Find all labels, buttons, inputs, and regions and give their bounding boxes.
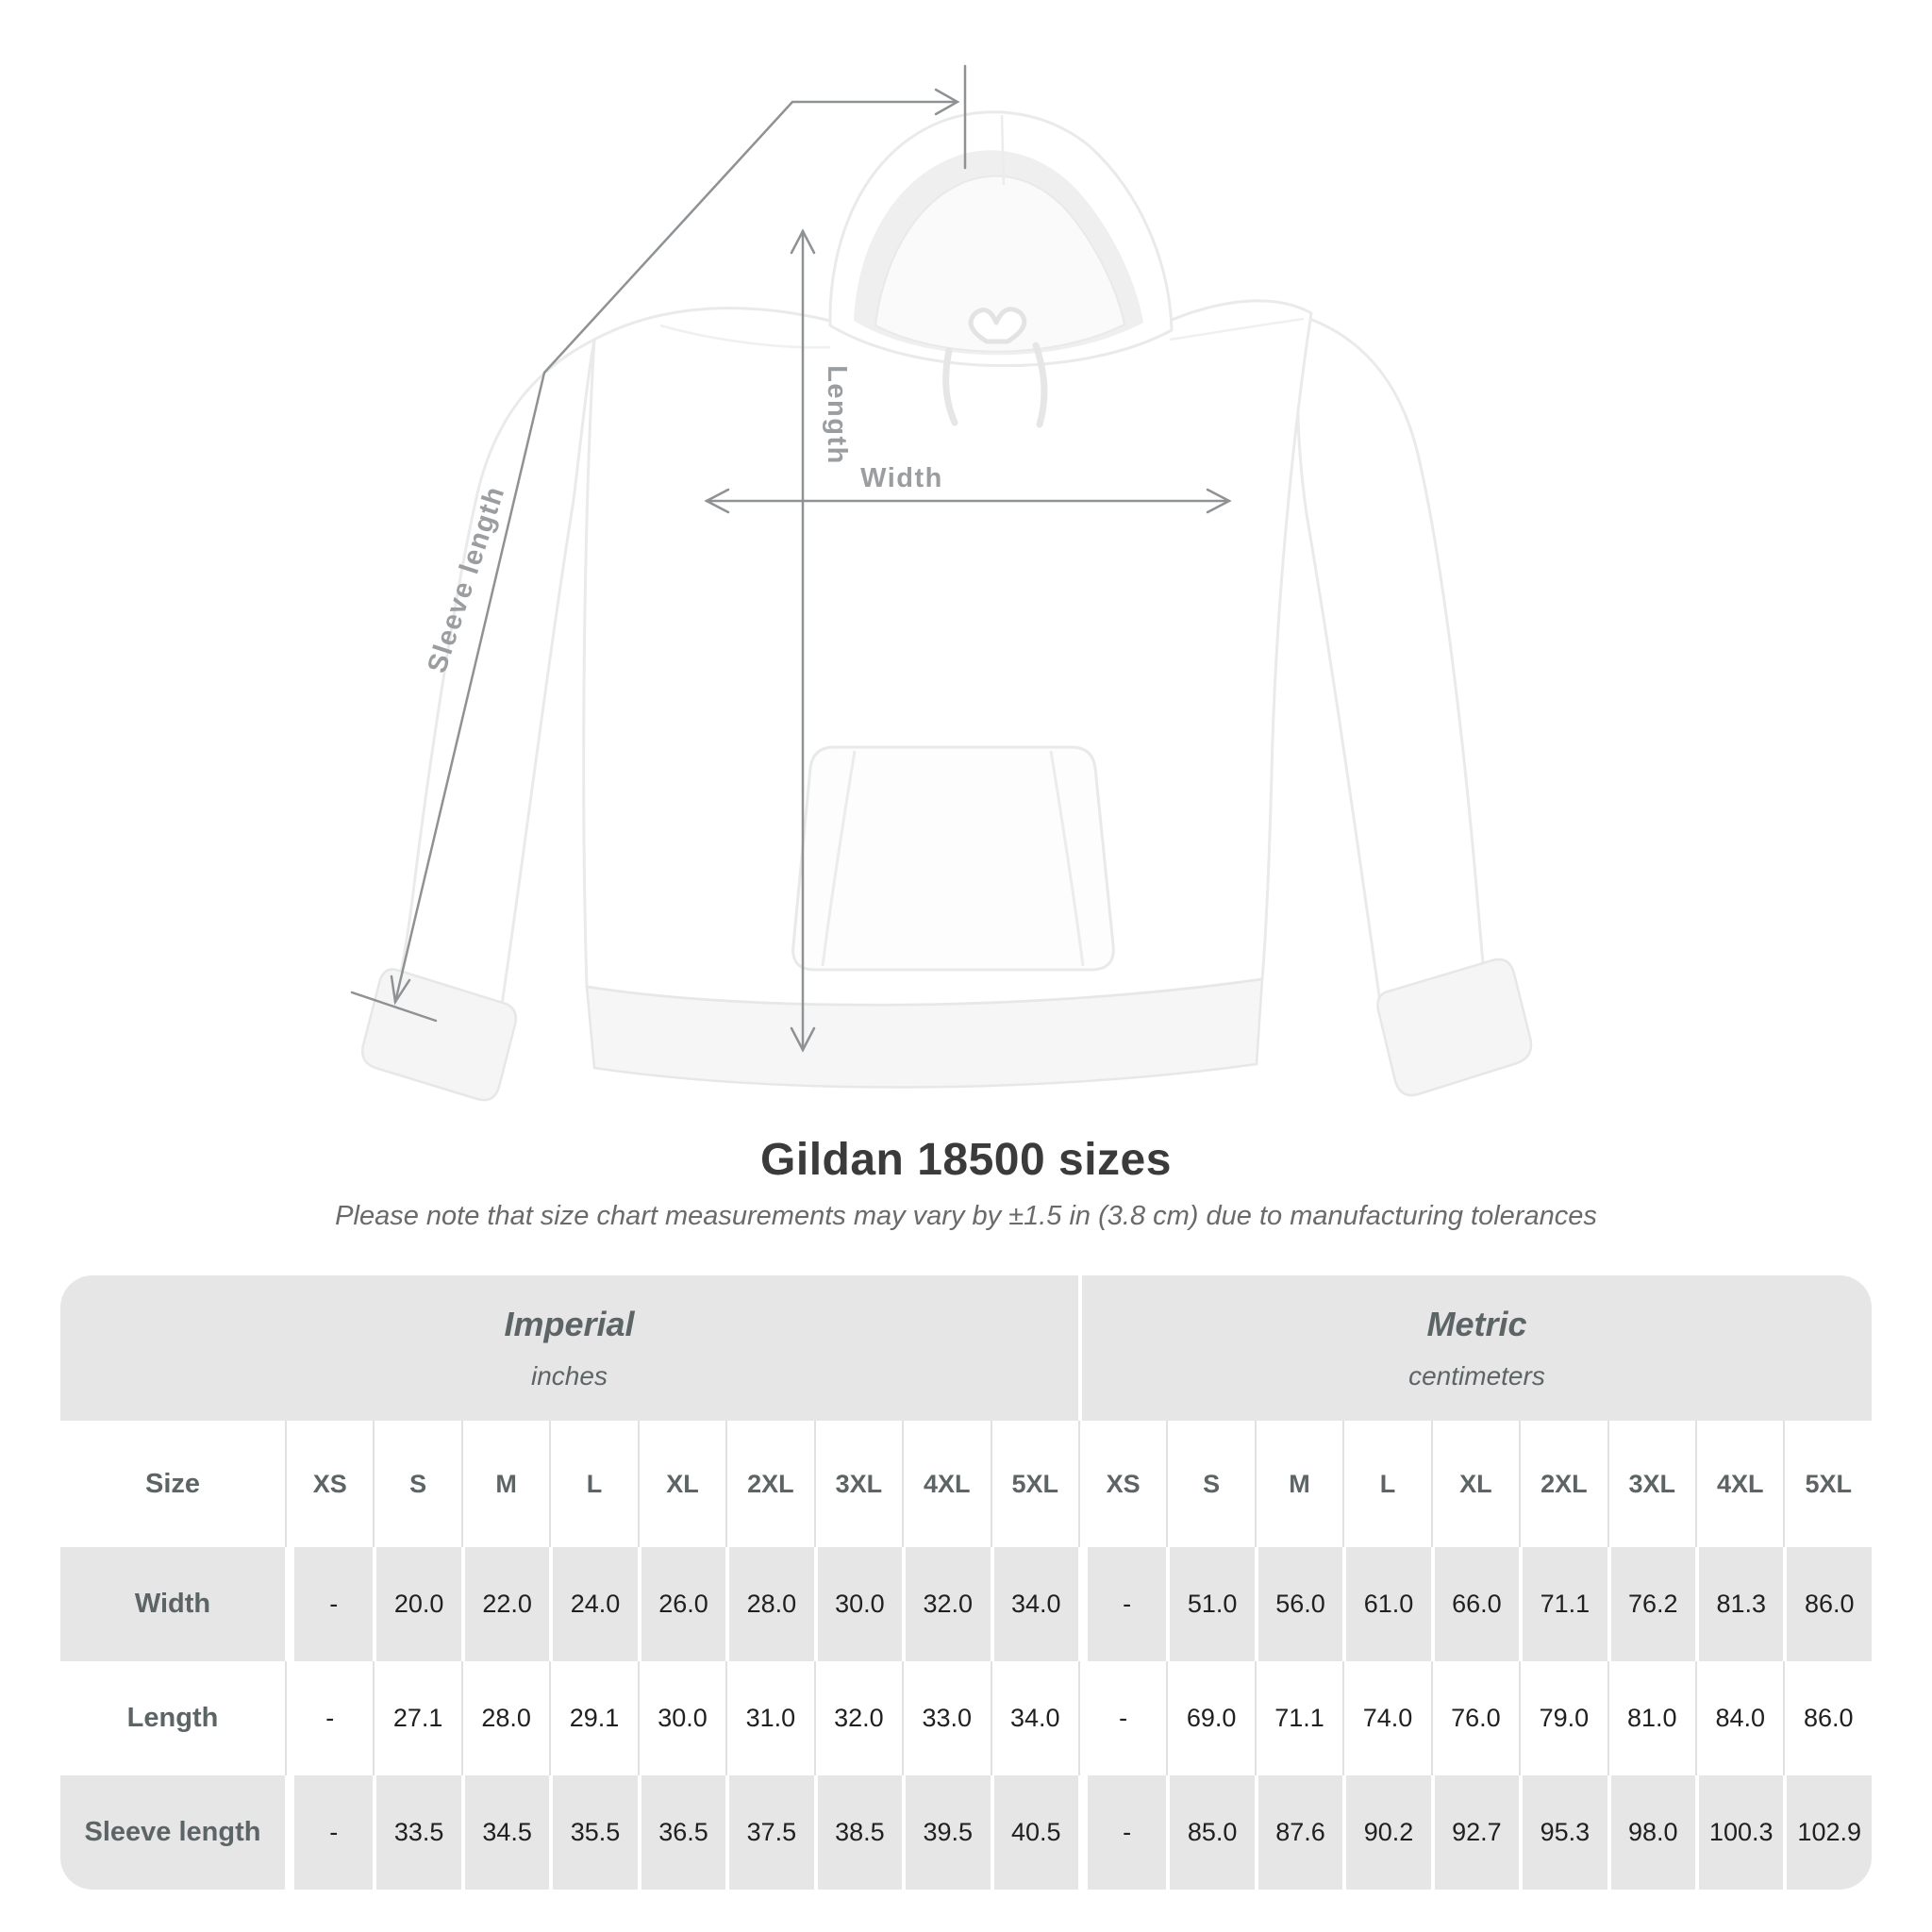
value-cell: - — [1078, 1547, 1166, 1661]
value-cell: - — [1078, 1775, 1166, 1890]
size-table — [60, 1275, 1872, 1890]
value-cell: 22.0 — [461, 1547, 549, 1661]
value-cell: 40.5 — [991, 1775, 1078, 1890]
unit-group-sublabel: centimeters — [1408, 1361, 1545, 1391]
value-cell: 30.0 — [814, 1547, 902, 1661]
size-header-cell: XL — [638, 1421, 725, 1547]
value-cell: 31.0 — [725, 1661, 813, 1775]
row-label: Width — [60, 1547, 285, 1661]
row-label: Length — [60, 1661, 285, 1775]
data-row-length — [60, 1661, 1872, 1775]
unit-group-sublabel: inches — [531, 1361, 608, 1391]
unit-group-label: Imperial — [504, 1305, 635, 1343]
value-cell: 33.5 — [373, 1775, 460, 1890]
value-cell: 56.0 — [1255, 1547, 1342, 1661]
value-cell: 34.5 — [461, 1775, 549, 1890]
data-row-width — [60, 1547, 1872, 1661]
size-header-cell: 5XL — [991, 1421, 1078, 1547]
size-header-cell: 4XL — [1695, 1421, 1783, 1547]
value-cell: 38.5 — [814, 1775, 902, 1890]
value-cell: 28.0 — [725, 1547, 813, 1661]
tolerance-note: Please note that size chart measurements may vary by ±1.5 in (3.8 cm) due to manufacturing tolerances — [335, 1201, 1597, 1231]
value-cell: 86.0 — [1783, 1661, 1872, 1775]
value-cell: - — [1078, 1661, 1166, 1775]
value-cell: 30.0 — [638, 1661, 725, 1775]
value-cell: 24.0 — [549, 1547, 637, 1661]
value-cell: 76.2 — [1607, 1547, 1695, 1661]
value-cell: 90.2 — [1342, 1775, 1430, 1890]
page-title: Gildan 18500 sizes — [760, 1135, 1172, 1185]
size-header-row — [60, 1421, 1872, 1547]
unit-group-imperial — [60, 1275, 1078, 1421]
size-header-cell: XS — [1078, 1421, 1166, 1547]
size-header-cell: S — [1166, 1421, 1254, 1547]
hoodie-pocket — [793, 747, 1114, 970]
value-cell: - — [285, 1775, 373, 1890]
size-header-cell: XL — [1431, 1421, 1519, 1547]
size-header-cell: 2XL — [1519, 1421, 1607, 1547]
size-header-cell: M — [1255, 1421, 1342, 1547]
value-cell: 39.5 — [902, 1775, 990, 1890]
size-header-cell: 2XL — [725, 1421, 813, 1547]
size-header-cell: 3XL — [1607, 1421, 1695, 1547]
value-cell: 35.5 — [549, 1775, 637, 1890]
value-cell: 81.3 — [1695, 1547, 1783, 1661]
value-cell: 34.0 — [991, 1661, 1078, 1775]
value-cell: 20.0 — [373, 1547, 460, 1661]
size-header-cell: S — [373, 1421, 460, 1547]
value-cell: - — [285, 1661, 373, 1775]
size-header-cell: L — [1342, 1421, 1430, 1547]
chart-heading — [0, 1134, 1932, 1232]
width-label: Width — [860, 463, 943, 493]
size-header-cell: 4XL — [902, 1421, 990, 1547]
value-cell: 33.0 — [902, 1661, 990, 1775]
value-cell: 87.6 — [1255, 1775, 1342, 1890]
data-row-sleeve-length — [60, 1775, 1872, 1890]
value-cell: 76.0 — [1431, 1661, 1519, 1775]
value-cell: 37.5 — [725, 1775, 813, 1890]
value-cell: 102.9 — [1783, 1775, 1872, 1890]
value-cell: 79.0 — [1519, 1661, 1607, 1775]
value-cell: 61.0 — [1342, 1547, 1430, 1661]
value-cell: 27.1 — [373, 1661, 460, 1775]
unit-band-row — [60, 1275, 1872, 1421]
value-cell: 26.0 — [638, 1547, 725, 1661]
value-cell: 86.0 — [1783, 1547, 1872, 1661]
value-cell: 69.0 — [1166, 1661, 1254, 1775]
value-cell: 29.1 — [549, 1661, 637, 1775]
hoodie-illustration — [362, 112, 1531, 1100]
hoodie-right-sleeve — [1297, 316, 1486, 1036]
value-cell: 71.1 — [1255, 1661, 1342, 1775]
value-cell: 36.5 — [638, 1775, 725, 1890]
value-cell: 100.3 — [1695, 1775, 1783, 1890]
unit-group-label: Metric — [1426, 1305, 1527, 1343]
value-cell: 81.0 — [1607, 1661, 1695, 1775]
row-label: Sleeve length — [60, 1775, 285, 1890]
value-cell: 74.0 — [1342, 1661, 1430, 1775]
value-cell: 98.0 — [1607, 1775, 1695, 1890]
value-cell: 85.0 — [1166, 1775, 1254, 1890]
value-cell: 84.0 — [1695, 1661, 1783, 1775]
value-cell: 66.0 — [1431, 1547, 1519, 1661]
hoodie-left-sleeve — [399, 340, 594, 1017]
value-cell: 51.0 — [1166, 1547, 1254, 1661]
value-cell: 32.0 — [902, 1547, 990, 1661]
sleeve-length-label: Sleeve length — [422, 482, 511, 677]
size-header-cell: XS — [285, 1421, 373, 1547]
value-cell: 92.7 — [1431, 1775, 1519, 1890]
value-cell: 28.0 — [461, 1661, 549, 1775]
unit-group-metric — [1078, 1275, 1872, 1421]
value-cell: - — [285, 1547, 373, 1661]
length-label: Length — [822, 365, 852, 465]
size-header-cell: 5XL — [1783, 1421, 1872, 1547]
size-header-cell: L — [549, 1421, 637, 1547]
value-cell: 71.1 — [1519, 1547, 1607, 1661]
value-cell: 32.0 — [814, 1661, 902, 1775]
size-header-cell: 3XL — [814, 1421, 902, 1547]
value-cell: 95.3 — [1519, 1775, 1607, 1890]
size-header-cell: M — [461, 1421, 549, 1547]
value-cell: 34.0 — [991, 1547, 1078, 1661]
size-column-header: Size — [60, 1421, 285, 1547]
